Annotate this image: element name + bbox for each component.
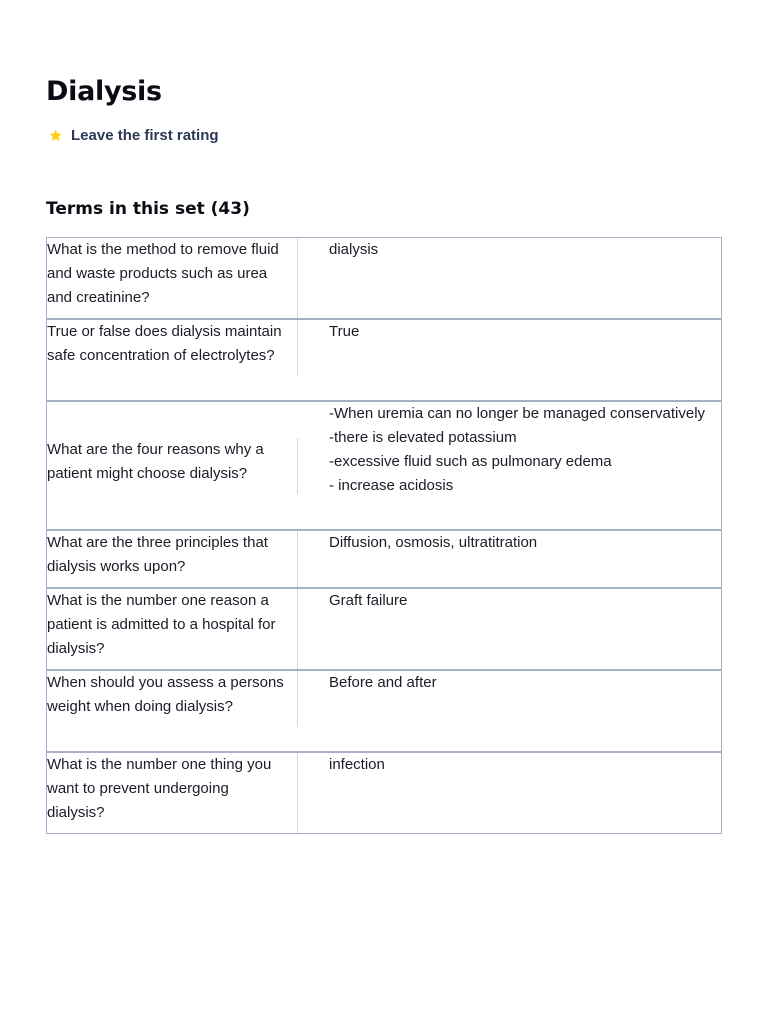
term-card[interactable]: [47, 671, 721, 753]
term-text: What is the number one thing you want to prevent undergoing dialysis?: [47, 753, 298, 833]
term-text: What is the method to remove fluid and waste products such as urea and creatinine?: [47, 238, 298, 318]
page-title: Dialysis: [46, 76, 162, 107]
term-card[interactable]: [47, 402, 721, 531]
term-text: What are the four reasons why a patient might choose dialysis?: [47, 438, 298, 494]
definition-text: Before and after: [329, 674, 437, 691]
terms-section-title: Terms in this set (43): [46, 199, 250, 219]
terms-table: [46, 237, 722, 834]
term-text: True or false does dialysis maintain safe concentration of electrolytes?: [47, 320, 298, 376]
term-card[interactable]: [47, 531, 721, 589]
star-icon: [48, 128, 63, 143]
definition-text: -When uremia can no longer be managed conservatively -there is elevated potassium -excessive fluid such as pulmonary edema - increase acidosis: [329, 405, 706, 494]
definition-text: Graft failure: [329, 592, 408, 609]
term-text: What is the number one reason a patient is admitted to a hospital for dialysis?: [47, 589, 298, 669]
term-text: When should you assess a persons weight when doing dialysis?: [47, 671, 298, 727]
rating-label: Leave the first rating: [71, 126, 219, 144]
term-card[interactable]: [47, 589, 721, 671]
definition-text: infection: [329, 756, 385, 773]
definition-text: dialysis: [329, 241, 379, 258]
term-card[interactable]: [47, 238, 721, 320]
term-card[interactable]: [47, 320, 721, 402]
definition-text: True: [329, 323, 360, 340]
term-text: What are the three principles that dialysis works upon?: [47, 531, 298, 587]
rating-link[interactable]: [48, 124, 219, 146]
term-card[interactable]: [47, 753, 721, 833]
definition-text: Diffusion, osmosis, ultratitration: [329, 534, 538, 551]
